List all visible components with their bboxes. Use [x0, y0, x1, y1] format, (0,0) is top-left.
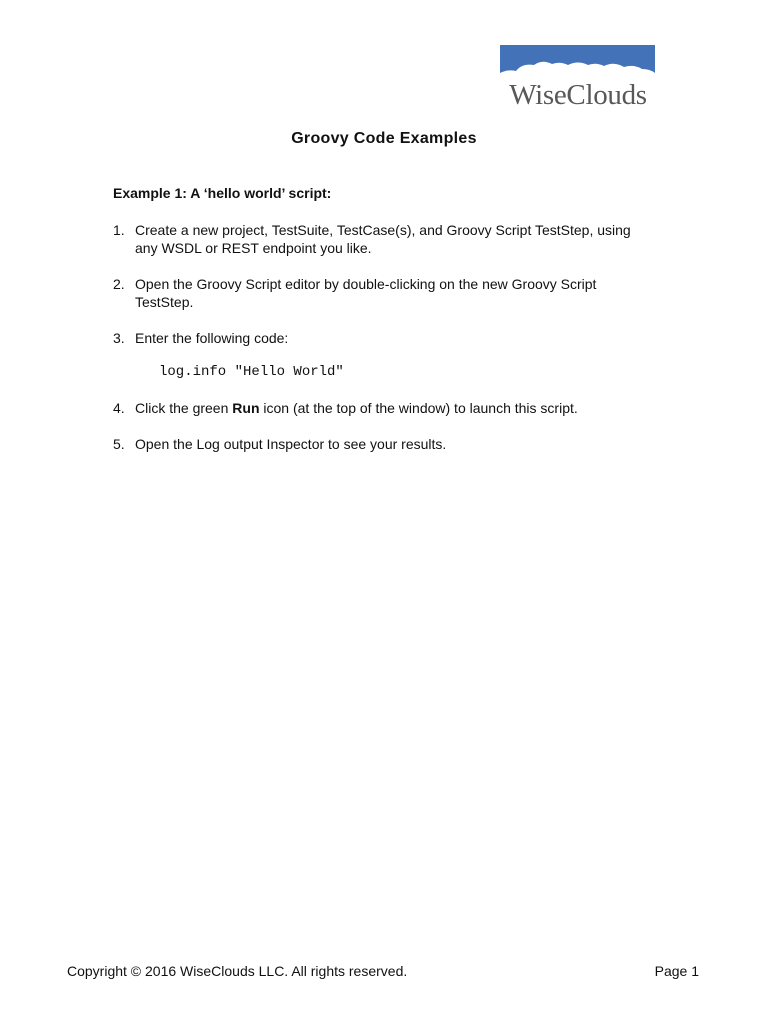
cloud-banner-icon — [500, 45, 655, 79]
logo-wordmark: WiseClouds — [509, 79, 647, 111]
run-keyword: Run — [232, 400, 260, 416]
step-text — [135, 399, 653, 417]
page-number: Page 1 — [654, 963, 699, 979]
step-text-before: Click the green — [135, 400, 233, 416]
step-text: Enter the following code: — [135, 330, 289, 346]
step-number: 2. — [113, 276, 125, 292]
step-text: Open the Log output Inspector to see your results. — [135, 436, 447, 452]
step-5 — [113, 435, 653, 453]
step-text: Create a new project, TestSuite, TestCase(s), and Groovy Script TestStep, using any WSDL or REST endpoint you like. — [135, 222, 631, 256]
step-number: 5. — [113, 436, 125, 452]
example-heading: Example 1: A ‘hello world’ script: — [113, 185, 332, 201]
step-4 — [113, 399, 653, 417]
step-text: Open the Groovy Script editor by double-clicking on the new Groovy Script TestStep. — [135, 276, 597, 310]
step-number: 1. — [113, 222, 125, 238]
code-snippet: log.info "Hello World" — [159, 364, 344, 380]
step-text-after: icon (at the top of the window) to launch this script. — [259, 400, 578, 416]
step-number: 4. — [113, 400, 125, 416]
step-1 — [113, 221, 653, 257]
step-3 — [113, 329, 653, 347]
wiseclouds-logo — [498, 45, 658, 115]
step-2 — [113, 275, 653, 311]
document-title: Groovy Code Examples — [291, 130, 477, 147]
copyright-notice: Copyright © 2016 WiseClouds LLC. All rights reserved. — [67, 963, 408, 979]
step-number: 3. — [113, 330, 125, 346]
